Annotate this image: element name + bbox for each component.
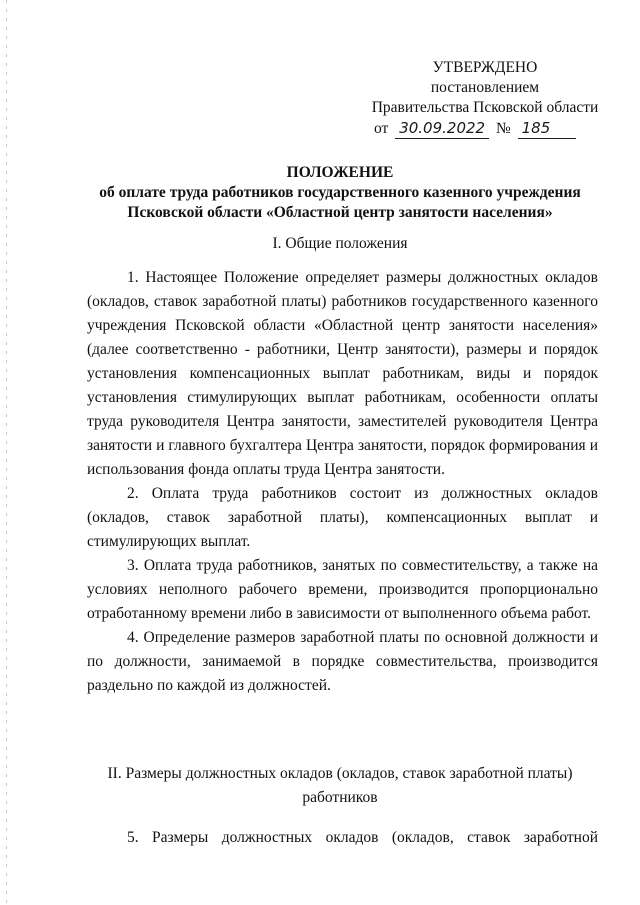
title-heading: ПОЛОЖЕНИЕ xyxy=(286,164,394,181)
document-title xyxy=(80,163,600,223)
approved-label: УТВЕРЖДЕНО xyxy=(432,59,538,76)
section-2-line-2: работников xyxy=(302,789,378,806)
paragraph-1: 1. Настоящее Положение определяет размеры должностных окладов (окладов, ставок заработной платы) работников государственного казенного учреждения Псковской области «Областной центр занятости населения» (далее соответственно - работники, Центр занятости), размеры и порядок установления компенсационных выплат работникам, виды и порядок установления стимулирующих выплат работникам, особенности оплаты труда руководителя Центра занятости, заместителей руководителя Центра занятости и главного бухгалтера Центра занятости, порядок формирования и использования фонда оплаты труда Центра занятости. xyxy=(87,269,598,478)
scan-edge-mark xyxy=(6,0,7,905)
approval-number: 185 xyxy=(518,118,576,139)
paragraph-2: 2. Оплата труда работников состоит из должностных окладов (окладов, ставок заработной платы), компенсационных выплат и стимулирующих выплат. xyxy=(87,485,598,550)
paragraph-4: 4. Определение размеров заработной платы по основной должности и по должности, занимаемой в порядке совместительства, производится раздельно по каждой из должностей. xyxy=(87,629,598,694)
approval-date: 30.09.2022 xyxy=(395,118,489,139)
from-label: от xyxy=(374,120,389,137)
approval-date-line xyxy=(360,118,610,139)
approved-by: постановлением xyxy=(430,79,540,96)
document-body xyxy=(87,266,598,698)
approving-authority: Правительства Псковской области xyxy=(371,99,599,116)
paragraph-5-start: 5. Размеры должностных окладов (окладов, ставок заработной xyxy=(127,829,598,846)
title-line-1: об оплате труда работников государственного казенного учреждения xyxy=(99,184,581,201)
title-line-2: Псковской области «Областной центр занятости населения» xyxy=(127,204,553,221)
section-2-line-1: II. Размеры должностных окладов (окладов, ставок заработной платы) xyxy=(107,765,573,782)
section-heading-2 xyxy=(80,762,600,810)
paragraph-3: 3. Оплата труда работников, занятых по совместительству, а также на условиях неполного рабочего времени, производится пропорционально отработанному времени либо в зависимости от выполненного объема работ. xyxy=(87,557,598,622)
number-label: № xyxy=(495,120,511,137)
approval-stamp xyxy=(360,58,610,139)
section-heading-1: I. Общие положения xyxy=(272,235,408,252)
